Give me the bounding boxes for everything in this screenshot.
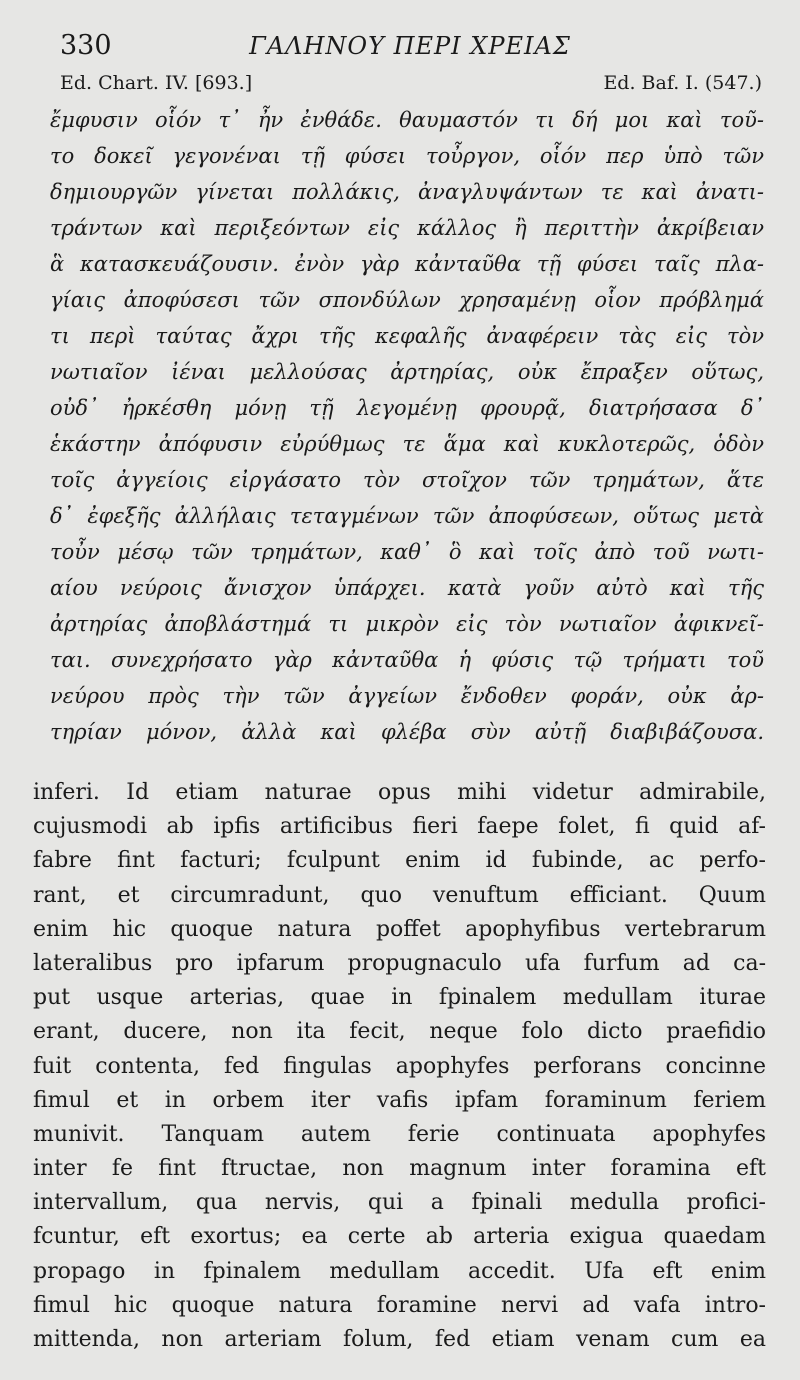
greek-text-line: τράντων καὶ περιξεόντων εἰς κάλλος ἢ περιττὴν ἀκρίβειαν: [50, 216, 764, 240]
latin-text-line: fcuntur, eft exortus; ea certe ab arteria exigua quaedam: [33, 1224, 766, 1250]
latin-text-line: rant, et circumradunt, quo venuftum efficiant. Quum: [33, 882, 766, 908]
latin-text-line: munivit. Tanquam autem ferie continuata apophyfes: [33, 1121, 766, 1147]
latin-text-line: fimul et in orbem iter vafis ipfam foraminum feriem: [33, 1087, 766, 1113]
greek-text-line: αίου νεύροις ἄνισχον ὑπάρχει. κατὰ γοῦν αὐτὸ καὶ τῆς: [50, 576, 764, 600]
latin-text-line: fuit contenta, fed fingulas apophyfes perforans concinne: [33, 1053, 766, 1079]
latin-text-line: inferi. Id etiam naturae opus mihi videtur admirabile,: [33, 780, 766, 805]
latin-text-line: lateralibus pro ipfarum propugnaculo ufa furfum ad ca-: [33, 950, 766, 976]
greek-text-line: τηρίαν μόνον, ἀλλὰ καὶ φλέβα σὺν αὐτῇ διαβιβάζουσα.: [50, 720, 764, 744]
greek-text-line: τοῖς ἀγγείοις εἰργάσατο τὸν στοῖχον τῶν τρημάτων, ἅτε: [50, 468, 764, 492]
greek-text-line: τι περὶ ταύτας ἄχρι τῆς κεφαλῆς ἀναφέρειν τὰς εἰς τὸν: [50, 324, 764, 348]
greek-text-line: γίαις ἀποφύσεσι τῶν σπονδύλων χρησαμένῃ οἷον πρόβλημά: [50, 288, 764, 312]
latin-text-line: put usque arterias, quae in fpinalem medullam iturae: [33, 985, 766, 1011]
greek-text-block: [50, 102, 764, 750]
page-number: 330: [60, 30, 112, 61]
greek-text-line: νωτιαῖον ἰέναι μελλούσας ἀρτηρίας, οὐκ ἔπραξεν οὕτως,: [50, 360, 764, 384]
greek-text-line: ἃ κατασκευάζουσιν. ἐνὸν γὰρ κἀνταῦθα τῇ φύσει ταῖς πλα-: [50, 252, 764, 276]
latin-text-line: propago in fpinalem medullam accedit. Ufa eft enim: [33, 1258, 766, 1284]
page-header: [60, 30, 760, 64]
latin-text-line: inter fe fint ftructae, non magnum inter foramina eft: [33, 1156, 766, 1182]
latin-text-line: intervallum, qua nervis, qui a fpinali medulla profici-: [33, 1190, 766, 1216]
greek-text-line: ἑκάστην ἀπόφυσιν εὐρύθμως τε ἅμα καὶ κυκλοτερῶς, ὁδὸν: [50, 432, 764, 456]
latin-text-line: enim hic quoque natura poffet apophyfibus vertebrarum: [33, 916, 766, 942]
latin-text-line: fabre fint facturi; fculpunt enim id fubinde, ac perfo-: [33, 848, 766, 874]
latin-text-line: cujusmodi ab ipfis artificibus fieri faepe folet, fi quid af-: [33, 814, 766, 840]
edition-references: [60, 72, 762, 100]
latin-text-block: [33, 776, 766, 1357]
greek-text-line: οὐδ᾿ ἠρκέσθη μόνῃ τῇ λεγομένῃ φρουρᾷ, διατρήσασα δ᾿: [50, 396, 764, 420]
greek-text-line: τοὖν μέσῳ τῶν τρημάτων, καθ᾿ ὃ καὶ τοῖς ἀπὸ τοῦ νωτι-: [50, 540, 764, 564]
latin-text-line: mittenda, non arteriam folum, fed etiam venam cum ea: [33, 1327, 766, 1352]
greek-text-line: νεύρου πρὸς τὴν τῶν ἀγγείων ἔνδοθεν φοράν, οὐκ ἀρ-: [50, 684, 764, 708]
latin-text-line: erant, ducere, non ita fecit, neque folo dicto praefidio: [33, 1019, 766, 1045]
greek-text-line: το δοκεῖ γεγονέναι τῇ φύσει τοὖργον, οἷόν περ ὑπὸ τῶν: [50, 144, 764, 168]
latin-text-line: fimul hic quoque natura foramine nervi ad vafa intro-: [33, 1292, 766, 1318]
greek-text-line: δημιουργῶν γίνεται πολλάκις, ἀναγλυψάντων τε καὶ ἀνατι-: [50, 180, 764, 204]
greek-text-line: ἔμφυσιν οἷόν τ᾿ ἦν ἐνθάδε. θαυμαστόν τι δή μοι καὶ τοῦ-: [50, 108, 764, 132]
running-title: ΓΑΛΗΝΟΥ ΠΕΡΙ ΧΡΕΙΑΣ: [249, 32, 571, 60]
greek-text-line: ται. συνεχρήσατο γὰρ κἀνταῦθα ἡ φύσις τῷ τρήματι τοῦ: [50, 648, 764, 672]
greek-text-line: ἀρτηρίας ἀποβλάστημά τι μικρὸν εἰς τὸν νωτιαῖον ἀφικνεῖ-: [50, 612, 764, 636]
edition-basel: Ed. Baf. I. (547.): [603, 72, 762, 94]
edition-chartier: Ed. Chart. IV. [693.]: [60, 72, 253, 94]
greek-text-line: δ᾿ ἐφεξῆς ἀλλήλαις τεταγμένων τῶν ἀποφύσεων, οὕτως μετὰ: [50, 504, 764, 528]
